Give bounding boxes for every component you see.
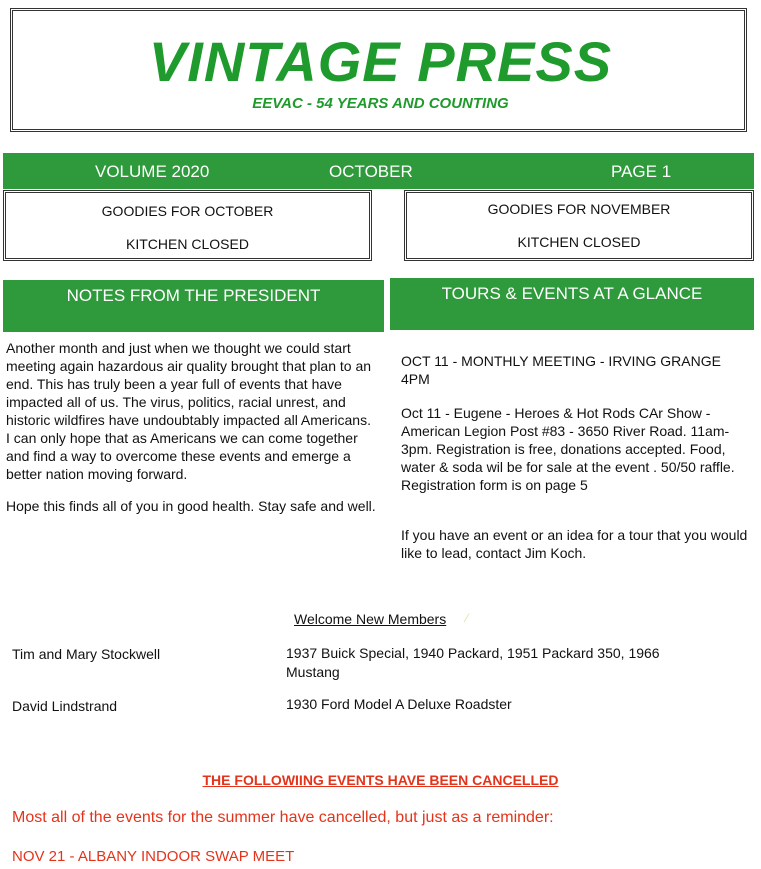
president-paragraph-1: Another month and just when we thought we could start meeting again hazardous air quality brought that plan to an end. This has truly been a year full of events that have impacted all of us. The virus, politics, racial unrest, and historic wildfires have undoubtably impacted all Americans. I can only hope that as Americans we can come together and find a way to overcome these events and emerge a better nation moving forward. (6, 340, 372, 482)
member-name: Tim and Mary Stockwell (12, 646, 161, 662)
member-cars: 1937 Buick Special, 1940 Packard, 1951 Packard 350, 1966 Mustang (286, 645, 660, 680)
volume-label: VOLUME 2020 (95, 162, 210, 181)
president-notes-body (6, 339, 378, 529)
cancelled-event-swap-meet: NOV 21 - ALBANY INDOOR SWAP MEET (12, 848, 295, 865)
president-paragraph-2: Hope this finds all of you in good health. Stay safe and well. (6, 498, 376, 514)
tours-events-body (401, 352, 753, 576)
goodies-november-note: KITCHEN CLOSED (517, 234, 641, 250)
president-notes-header: NOTES FROM THE PRESIDENT (3, 280, 384, 332)
cancelled-reminder: Most all of the events for the summer have cancelled, but just as a reminder: (12, 809, 554, 826)
tour-contact-note: If you have an event or an idea for a tour that you would like to lead, contact Jim Koch. (401, 527, 748, 561)
stray-mark: ⁄ (466, 611, 469, 625)
newsletter-subtitle: EEVAC - 54 YEARS AND COUNTING (252, 95, 509, 112)
goodies-october-heading: GOODIES FOR OCTOBER (101, 203, 274, 219)
issue-info-bar (3, 153, 754, 189)
month-label: OCTOBER (329, 162, 413, 181)
tours-events-header: TOURS & EVENTS AT A GLANCE (390, 278, 754, 330)
member-name: David Lindstrand (12, 698, 118, 714)
member-cars: 1930 Ford Model A Deluxe Roadster (286, 696, 512, 712)
event-car-show: Oct 11 - Eugene - Heroes & Hot Rods CAr Show - American Legion Post #83 - 3650 River Road. 11am-3pm. Registration is free, donations accepted. Food, water & soda wil be for sale at the event . 50/50 raffle. Registration form is on page 5 (401, 405, 735, 493)
welcome-heading: Welcome New Members (294, 611, 447, 627)
goodies-november-heading: GOODIES FOR NOVEMBER (487, 201, 671, 217)
event-monthly-meeting: OCT 11 - MONTHLY MEETING - IRVING GRANGE 4PM (401, 353, 721, 387)
goodies-october-box (3, 190, 372, 261)
page-label: PAGE 1 (611, 162, 672, 181)
goodies-november-box (404, 190, 754, 261)
newsletter-title: VINTAGE PRESS (148, 30, 613, 93)
cancelled-heading: THE FOLLOWIING EVENTS HAVE BEEN CANCELLED (202, 772, 559, 788)
goodies-october-note: KITCHEN CLOSED (126, 236, 249, 252)
